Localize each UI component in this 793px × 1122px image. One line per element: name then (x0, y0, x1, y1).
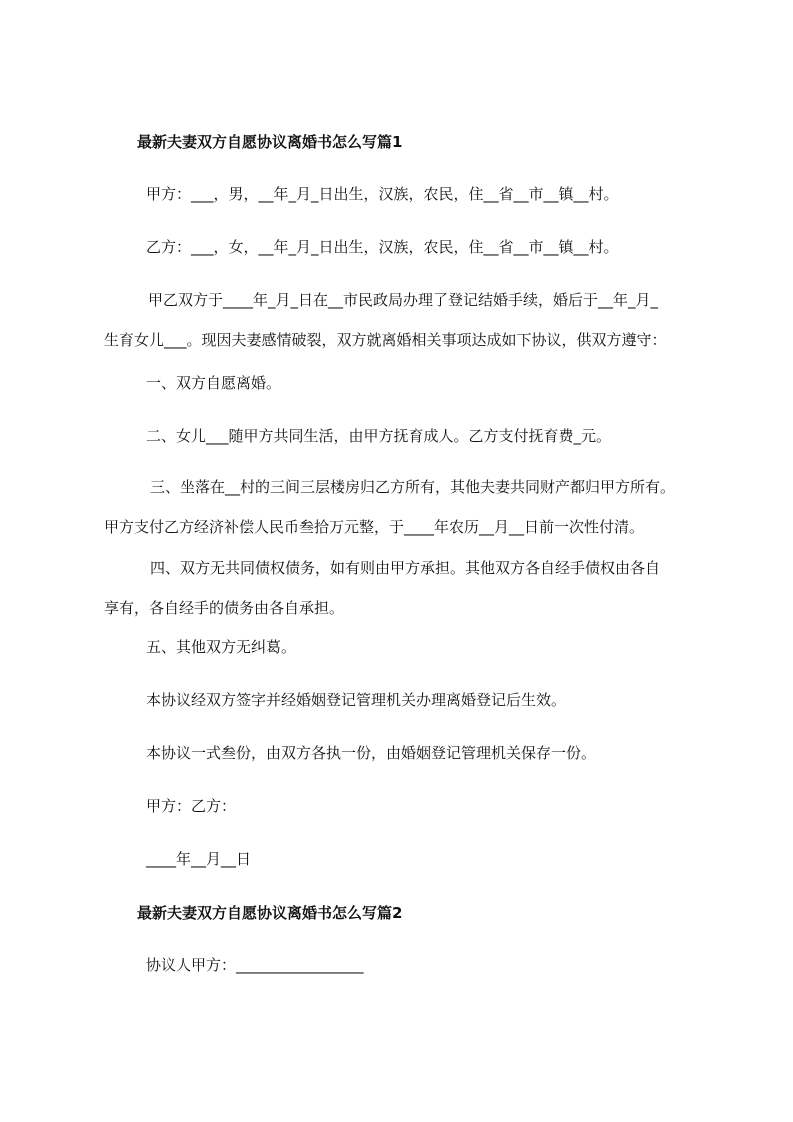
clause-4-line-2: 享有，各自经手的债务由各自承担。 (104, 599, 345, 617)
effect-text: 本协议经双方签字并经婚姻登记管理机关办理离婚登记后生效。 (146, 691, 567, 709)
clause-3-line-2: 甲方支付乙方经济补偿人民币叁拾万元整，于____年农历__月__日前一次性付清。 (104, 518, 645, 536)
party-a-paragraph (104, 174, 700, 214)
clause-1-text: 一、双方自愿离婚。 (146, 374, 282, 392)
clause-5-paragraph (104, 627, 700, 667)
clause-3-paragraph (104, 467, 700, 547)
clause-4-paragraph (104, 548, 700, 628)
marriage-line-1: 甲乙双方于____年_月_日在__市民政局办理了登记结婚手续，婚后于__年_月_ (148, 291, 659, 309)
agreement-party-a-paragraph (104, 945, 700, 985)
party-b-text: 乙方：___，女，__年_月_日出生，汉族，农民，住__省__市__镇__村。 (146, 238, 619, 256)
section-1-title: 最新夫妻双方自愿协议离婚书怎么写篇1 (137, 133, 403, 151)
signatures-paragraph (104, 786, 700, 826)
clause-2-paragraph (104, 416, 700, 456)
clause-5-text: 五、其他双方无纠葛。 (146, 638, 297, 656)
agreement-party-a-text: 协议人甲方：_________________ (146, 956, 364, 974)
clause-3-line-1: 三、坐落在__村的三间三层楼房归乙方所有，其他夫妻共同财产都归甲方所有。 (150, 478, 676, 496)
date-paragraph (104, 839, 700, 879)
signatures-text: 甲方：乙方： (146, 797, 237, 815)
clause-2-text: 二、女儿___随甲方共同生活，由甲方抚育成人。乙方支付抚育费_元。 (146, 427, 612, 445)
copies-paragraph (104, 733, 700, 773)
section-2-title: 最新夫妻双方自愿协议离婚书怎么写篇2 (137, 904, 403, 922)
date-text: ____年__月__日 (146, 850, 252, 868)
clause-1-paragraph (104, 363, 700, 403)
clause-4-line-1: 四、双方无共同债权债务，如有则由甲方承担。其他双方各自经手债权由各自 (150, 559, 661, 577)
marriage-line-2: 生育女儿___。现因夫妻感情破裂，双方就离婚相关事项达成如下协议，供双方遵守： (104, 331, 667, 349)
party-a-text: 甲方：___，男，__年_月_日出生，汉族，农民，住__省__市__镇__村。 (146, 185, 619, 203)
copies-text: 本协议一式叁份，由双方各执一份，由婚姻登记管理机关保存一份。 (146, 744, 597, 762)
effect-paragraph (104, 680, 700, 720)
party-b-paragraph (104, 227, 700, 267)
marriage-paragraph (104, 280, 700, 360)
